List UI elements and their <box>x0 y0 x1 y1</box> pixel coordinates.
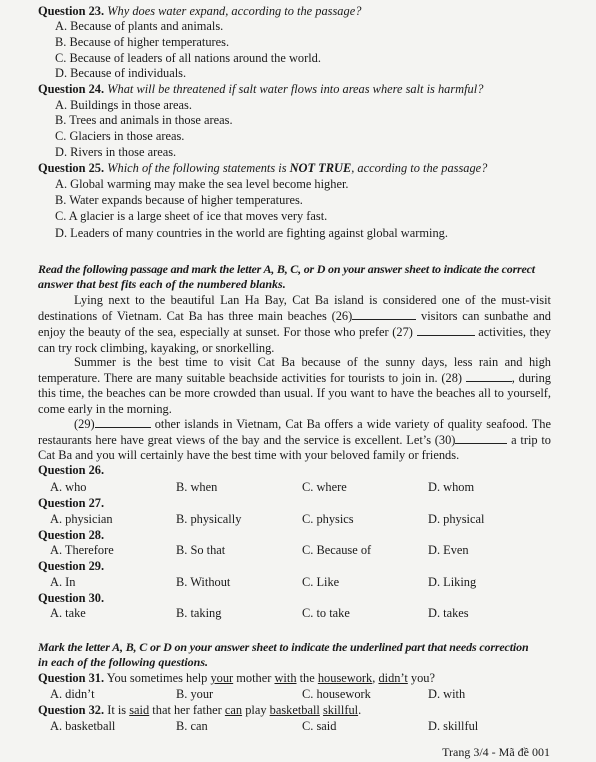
q24-option-a: A. Buildings in those areas. <box>55 98 192 112</box>
question-32-label: Question 32. <box>38 703 105 717</box>
instruction-passage-line1: Read the following passage and mark the letter A, B, C, or D on your answer sheet to indicate the correct <box>38 262 535 276</box>
q32-underlined-2: can <box>224 703 243 717</box>
q27-option-b: B. physically <box>176 512 242 526</box>
passage-p2-part2: , during this time, the beaches can be more crowded than usual. If you want to have the beaches all to yourself, come early in the morning. <box>38 371 552 416</box>
q31-underlined-1: your <box>210 671 234 685</box>
question-25-text-post: , according to the passage? <box>351 161 488 175</box>
question-26-label: Question 26. <box>38 463 105 477</box>
blank-27 <box>417 324 475 336</box>
q30-option-d: D. takes <box>428 606 469 620</box>
q31-option-d: D. with <box>428 687 466 701</box>
q29-option-d: D. Liking <box>428 575 477 589</box>
question-25 <box>38 161 487 175</box>
q28-option-a: A. Therefore <box>50 543 114 557</box>
q23-option-c: C. Because of leaders of all nations around the world. <box>55 51 321 65</box>
question-24-text: What will be threatened if salt water flows into areas where salt is harmful? <box>107 82 484 96</box>
q29-option-a: A. In <box>50 575 76 589</box>
q25-option-b: B. Water expands because of higher temperatures. <box>55 193 303 207</box>
q23-option-d: D. Because of individuals. <box>55 66 187 80</box>
question-24 <box>38 82 483 96</box>
question-25-text-bold: NOT TRUE <box>289 161 352 175</box>
q32-option-a: A. basketball <box>50 719 116 733</box>
passage-p1-part3: activities, they can try rock climbing, kayaking, or snorkelling. <box>38 325 551 355</box>
q25-option-c: C. A glacier is a large sheet of ice that moves very fast. <box>55 209 328 223</box>
q32-text-5: . <box>358 703 362 717</box>
question-31 <box>38 671 435 685</box>
q26-option-a: A. who <box>50 480 87 494</box>
passage-p1-part2: visitors can sunbathe and enjoy the beauty of the sea, especially at sunset. For those who prefer (27) <box>38 309 551 340</box>
q26-option-b: B. when <box>176 480 218 494</box>
blank-28 <box>466 370 512 382</box>
instruction-correction-line2: in each of the following questions. <box>38 655 209 669</box>
q24-option-c: C. Glaciers in those areas. <box>55 129 185 143</box>
question-23-label: Question 23. <box>38 4 105 18</box>
passage-paragraph-3 <box>38 416 551 464</box>
question-27-label: Question 27. <box>38 496 105 510</box>
q31-underlined-3: housework <box>317 671 373 685</box>
q23-option-a: A. Because of plants and animals. <box>55 19 224 33</box>
blank-26 <box>352 308 416 320</box>
q32-option-b: B. can <box>176 719 208 733</box>
instruction-passage-line2: answer that best fits each of the numbered blanks. <box>38 277 286 291</box>
q32-text-1: It is <box>107 703 130 717</box>
q32-option-c: C. said <box>302 719 337 733</box>
question-25-text-pre: Which of the following statements is <box>107 161 290 175</box>
q31-text-2: mother <box>233 671 275 685</box>
blank-30 <box>455 432 507 444</box>
q26-option-d: D. whom <box>428 480 475 494</box>
passage-p2-part1: Summer is the best time to visit Cat Ba because of the sunny days, less rain and high temperature. There are many suitable beachside activities for tourists to join in. (28) <box>38 355 551 386</box>
q32-underlined-1: said <box>129 703 150 717</box>
q32-underlined-4: skillful <box>322 703 359 717</box>
q24-option-d: D. Rivers in those areas. <box>55 145 177 159</box>
page-footer: Trang 3/4 - Mã đề 001 <box>442 745 550 759</box>
question-30-label: Question 30. <box>38 591 105 605</box>
q30-option-a: A. take <box>50 606 86 620</box>
q30-option-b: B. taking <box>176 606 222 620</box>
q31-underlined-4: didn’t <box>378 671 408 685</box>
passage-p3-part3: a trip to Cat Ba and you will certainly have the best time with your beloved family or friends. <box>38 433 551 463</box>
q31-text-4: , <box>372 671 379 685</box>
q27-option-a: A. physician <box>50 512 113 526</box>
passage-p3-part1: (29) <box>74 417 95 431</box>
q31-text-3: the <box>296 671 318 685</box>
q29-option-b: B. Without <box>176 575 231 589</box>
question-25-label: Question 25. <box>38 161 105 175</box>
q27-option-c: C. physics <box>302 512 354 526</box>
q31-option-b: B. your <box>176 687 214 701</box>
q29-option-c: C. Like <box>302 575 340 589</box>
passage-p1-part1: Lying next to the beautiful Lan Ha Bay, Cat Ba island is considered one of the must-visit destinations of Vietnam. Cat Ba has three main beaches (26) <box>38 293 551 324</box>
q25-option-a: A. Global warming may make the sea level become higher. <box>55 177 349 191</box>
passage-paragraph-1 <box>38 293 551 356</box>
instruction-correction-line1: Mark the letter A, B, C or D on your answer sheet to indicate the underlined part that needs correction <box>38 640 529 654</box>
q31-text-5: you? <box>407 671 435 685</box>
question-23 <box>38 4 361 18</box>
passage-paragraph-2 <box>38 355 551 417</box>
question-28-label: Question 28. <box>38 528 105 542</box>
q32-underlined-3: basketball <box>269 703 320 717</box>
question-23-text: Why does water expand, according to the passage? <box>107 4 362 18</box>
q31-option-c: C. housework <box>302 687 371 701</box>
q32-option-d: D. skillful <box>428 719 479 733</box>
question-32 <box>38 703 361 717</box>
q27-option-d: D. physical <box>428 512 485 526</box>
question-24-label: Question 24. <box>38 82 105 96</box>
question-29-label: Question 29. <box>38 559 105 573</box>
q32-text-3: play <box>242 703 270 717</box>
q32-text-2: that her father <box>149 703 225 717</box>
q28-option-c: C. Because of <box>302 543 372 557</box>
passage-p3-part2: other islands in Vietnam, Cat Ba offers a wide variety of quality seafood. The restaurants here have great views of the bay and the service is excellent. Let’s (30) <box>38 417 551 448</box>
q25-option-d: D. Leaders of many countries in the world are fighting against global warming. <box>55 226 448 240</box>
q23-option-b: B. Because of higher temperatures. <box>55 35 230 49</box>
q30-option-c: C. to take <box>302 606 350 620</box>
blank-29 <box>95 416 151 428</box>
q31-option-a: A. didn’t <box>50 687 95 701</box>
question-31-label: Question 31. <box>38 671 105 685</box>
q28-option-b: B. So that <box>176 543 226 557</box>
q24-option-b: B. Trees and animals in those areas. <box>55 113 233 127</box>
q26-option-c: C. where <box>302 480 347 494</box>
q28-option-d: D. Even <box>428 543 469 557</box>
q31-underlined-2: with <box>274 671 297 685</box>
q31-text-1: You sometimes help <box>106 671 211 685</box>
